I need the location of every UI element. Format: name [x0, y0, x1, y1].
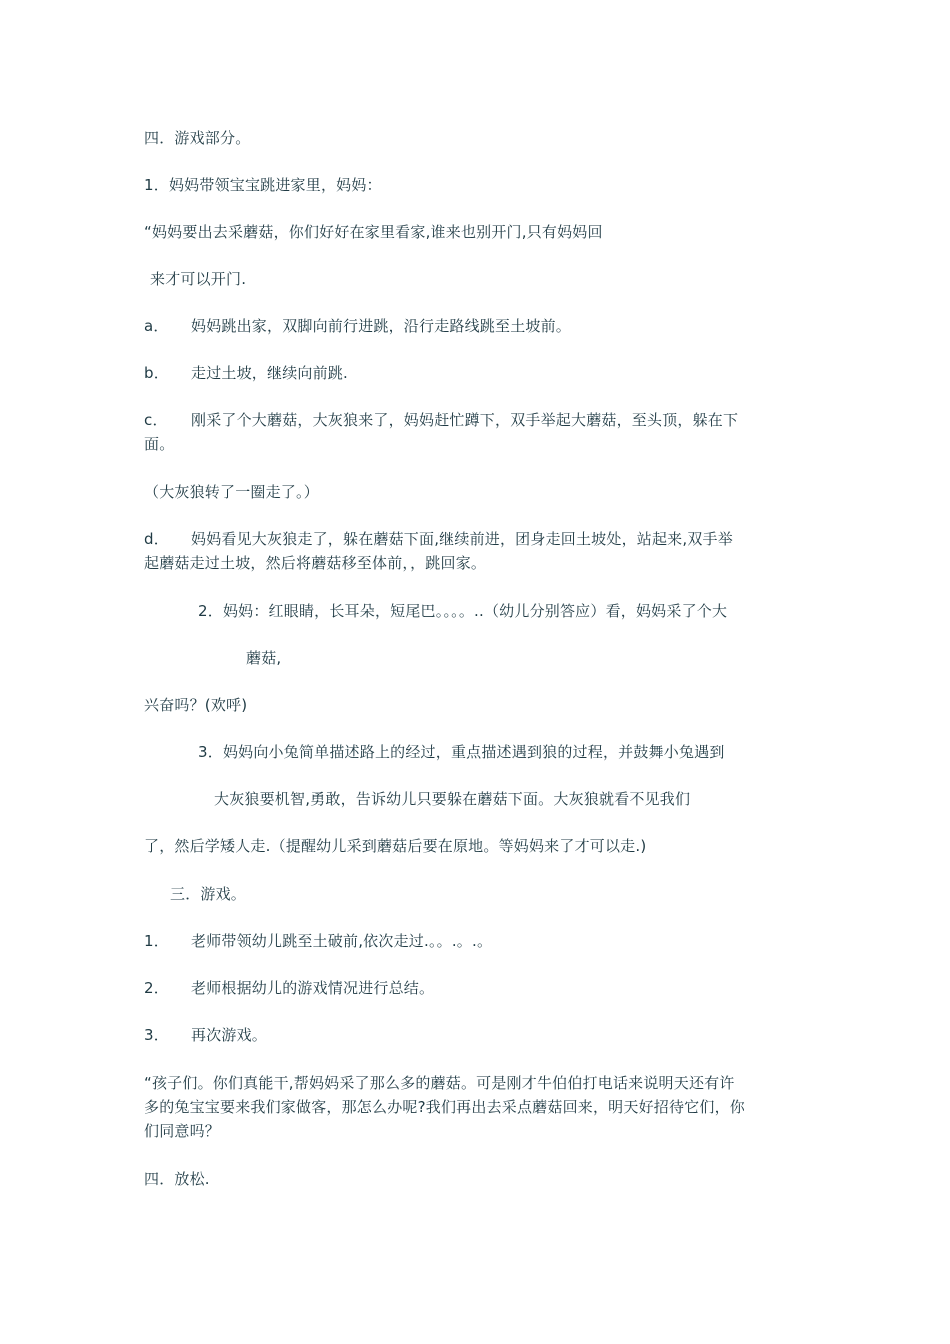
list-item-a: [144, 314, 571, 338]
list-marker-a: a．: [144, 317, 169, 335]
numbered-marker-1: 1．: [144, 932, 169, 950]
section-heading-game-3: 三．游戏。: [170, 885, 247, 903]
closing-quote-line3: 们同意吗？: [144, 1122, 221, 1140]
list-item-c: [144, 408, 738, 432]
numbered-item-2: [144, 976, 434, 1000]
list-text-c-line2: 面。: [144, 435, 175, 453]
step-2-line3: 兴奋吗？(欢呼): [144, 696, 248, 714]
list-text-b: 走过土坡，继续向前跳.: [191, 364, 348, 382]
numbered-marker-3: 3．: [144, 1026, 169, 1044]
list-marker-b: b．: [144, 364, 169, 382]
closing-quote-line1: “孩子们。你们真能干,帮妈妈采了那么多的蘑菇。可是刚才牛伯伯打电话来说明天还有许: [144, 1074, 735, 1092]
step-2-line1: 2．妈妈：红眼睛，长耳朵，短尾巴。。。。..（幼儿分别答应）看，妈妈采了个大: [198, 602, 728, 620]
section-heading-relax: 四．放松.: [144, 1170, 210, 1188]
numbered-text-2: 老师根据幼儿的游戏情况进行总结。: [191, 979, 435, 997]
list-marker-d: d．: [144, 530, 169, 548]
list-text-a: 妈妈跳出家，双脚向前行进跳，沿行走路线跳至土坡前。: [191, 317, 572, 335]
list-text-d-line1: 妈妈看见大灰狼走了，躲在蘑菇下面,继续前进，团身走回土坡处，站起来,双手举: [191, 530, 733, 548]
list-item-d: [144, 527, 733, 551]
mother-quote-line2: 来才可以开门.: [150, 270, 247, 288]
mother-quote-line1: “妈妈要出去采蘑菇，你们好好在家里看家,谁来也别开门,只有妈妈回: [144, 223, 603, 241]
numbered-text-3: 再次游戏。: [191, 1026, 268, 1044]
list-text-c-line1: 刚采了个大蘑菇，大灰狼来了，妈妈赶忙蹲下，双手举起大蘑菇，至头顶，躲在下: [191, 411, 739, 429]
wolf-note: （大灰狼转了一圈走了。）: [144, 483, 319, 501]
step-2-line2: 蘑菇,: [246, 649, 282, 667]
closing-quote-line2: 多的兔宝宝要来我们家做客，那怎么办呢?我们再出去采点蘑菇回来，明天好招待它们，你: [144, 1098, 745, 1116]
step-3-line3: 了，然后学矮人走.（提醒幼儿采到蘑菇后要在原地。等妈妈来了才可以走.): [144, 837, 647, 855]
step-1-intro: 1．妈妈带领宝宝跳进家里，妈妈：: [144, 176, 382, 194]
list-marker-c: c．: [144, 411, 168, 429]
step-3-line2: 大灰狼要机智,勇敢，告诉幼儿只要躲在蘑菇下面。大灰狼就看不见我们: [214, 790, 691, 808]
section-heading-game: 四．游戏部分。: [144, 129, 251, 147]
step-3-line1: 3．妈妈向小兔简单描述路上的经过，重点描述遇到狼的过程，并鼓舞小兔遇到: [198, 743, 725, 761]
list-item-b: [144, 361, 348, 385]
numbered-item-1: [144, 929, 492, 953]
numbered-text-1: 老师带领幼儿跳至土破前,依次走过.。。.。.。: [191, 932, 493, 950]
numbered-marker-2: 2．: [144, 979, 169, 997]
list-text-d-line2: 起蘑菇走过土坡，然后将蘑菇移至体前，，跳回家。: [144, 554, 487, 572]
numbered-item-3: [144, 1023, 267, 1047]
